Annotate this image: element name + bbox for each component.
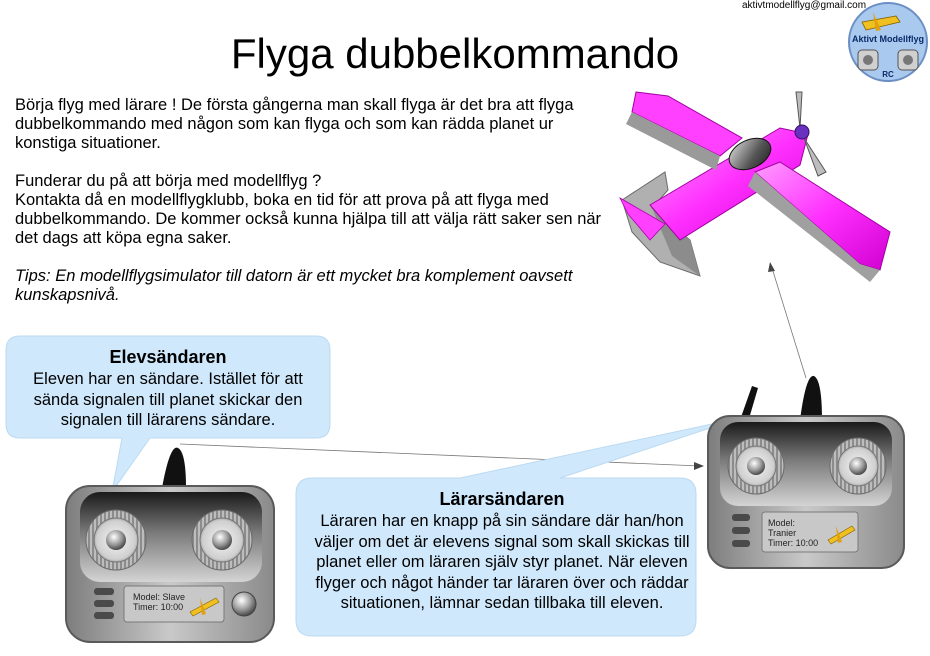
email-address: aktivtmodellflyg@gmail.com: [742, 0, 867, 11]
logo-text-bottom: RC: [882, 70, 894, 79]
teacher-lcd: [768, 518, 818, 548]
intro-tips: Tips: En modellflygsimulator till datorn är ett mycket bra komplement oavsett kunskapsnivå.: [15, 267, 573, 304]
teacher-description: Läraren har en knapp på sin sändare där han/hon väljer om det är elevens signal som skall skickas till planet eller om läraren själv styr planet. När eleven flyger och något händer tar läraren över och räddar situationen, lämnar sedan tillbaka till eleven.: [314, 512, 690, 612]
teacher-lcd-timer: Timer: 10:00: [768, 538, 819, 548]
teacher-lcd-model-name: Tranier: [768, 528, 797, 538]
student-transmitter: [66, 448, 274, 642]
teacher-bubble-text: [312, 488, 692, 614]
student-lcd-model: Model: Slave: [133, 592, 186, 602]
student-bubble-text: [18, 346, 318, 431]
student-lcd: [133, 592, 185, 612]
teacher-title: Lärarsändaren: [439, 489, 565, 509]
intro-paragraph-1: Börja flyg med lärare ! De första gångerna man skall flyga är det bra att flyga dubbelkommando med någon som kan flyga och som kan rädda planet ur konstiga situationer.: [15, 96, 574, 152]
page-title: Flyga dubbelkommando: [230, 30, 680, 77]
student-description: Eleven har en sändare. Istället för att sända signalen till planet skickar den signalen till lärarens sändare.: [33, 370, 303, 429]
intro-question: Funderar du på att börja med modellflyg ?: [15, 172, 322, 190]
intro-text: [15, 96, 605, 324]
intro-contact: Kontakta då en modellflygklubb, boka en tid för att prova på att flyga med dubbelkommando. De kommer också kunna hjälpa till att välja rätt saker sen när det dags att köpa egna saker.: [15, 191, 602, 247]
airplane: [620, 92, 890, 282]
logo-text-top: Aktivt Modellflyg: [851, 34, 924, 44]
student-title: Elevsändaren: [109, 347, 227, 367]
student-lcd-timer: Timer: 10:00: [133, 602, 184, 612]
teacher-lcd-model: Model:: [768, 518, 796, 528]
intro-paragraph-2: [15, 172, 605, 248]
